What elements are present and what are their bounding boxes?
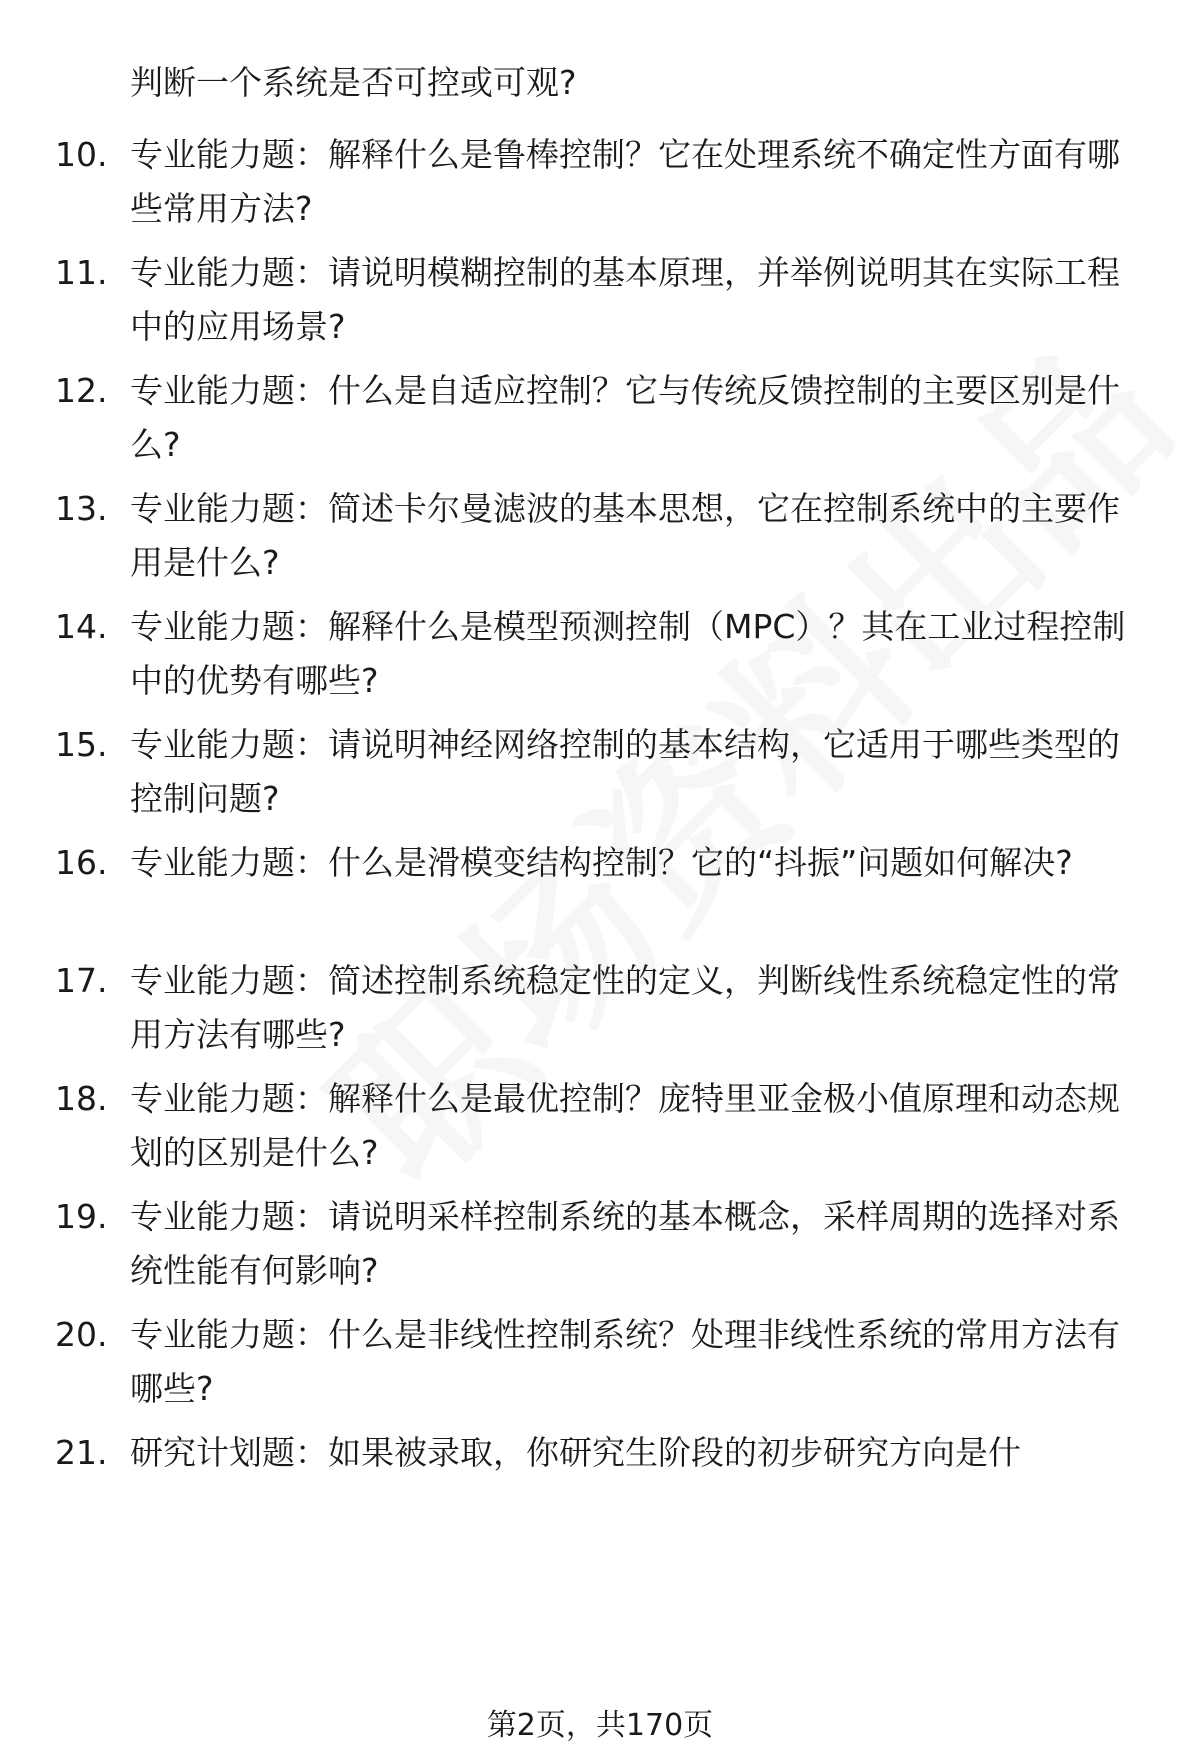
item-number: 12. bbox=[55, 371, 108, 410]
item-text: 研究计划题：如果被录取，你研究生阶段的初步研究方向是什 bbox=[130, 1433, 1021, 1472]
item-number: 13. bbox=[55, 489, 108, 528]
item-number: 21. bbox=[55, 1433, 108, 1472]
continuation-text: 判断一个系统是否可控或可观? bbox=[130, 63, 577, 102]
item-text: 专业能力题：解释什么是鲁棒控制？它在处理系统不确定性方面有哪些常用方法? bbox=[130, 135, 1120, 228]
item-text: 专业能力题：请说明模糊控制的基本原理，并举例说明其在实际工程中的应用场景? bbox=[130, 253, 1120, 346]
item-text: 专业能力题：简述控制系统稳定性的定义，判断线性系统稳定性的常用方法有哪些? bbox=[130, 961, 1120, 1054]
item-text: 专业能力题：解释什么是最优控制？庞特里亚金极小值原理和动态规划的区别是什么? bbox=[130, 1079, 1120, 1172]
item-number: 14. bbox=[55, 607, 108, 646]
item-text: 专业能力题：请说明采样控制系统的基本概念，采样周期的选择对系统性能有何影响? bbox=[130, 1197, 1120, 1290]
item-number: 19. bbox=[55, 1197, 108, 1236]
item-text: 专业能力题：什么是非线性控制系统？处理非线性系统的常用方法有哪些? bbox=[130, 1315, 1120, 1408]
item-text: 专业能力题：简述卡尔曼滤波的基本思想，它在控制系统中的主要作用是什么? bbox=[130, 489, 1120, 582]
item-text: 专业能力题：什么是滑模变结构控制？它的“抖振”问题如何解决? bbox=[130, 843, 1073, 882]
item-text: 专业能力题：解释什么是模型预测控制（MPC）？其在工业过程控制中的优势有哪些? bbox=[130, 607, 1126, 700]
item-number: 11. bbox=[55, 253, 108, 292]
item-number: 10. bbox=[55, 135, 108, 174]
item-number: 17. bbox=[55, 961, 108, 1000]
item-text: 专业能力题：请说明神经网络控制的基本结构，它适用于哪些类型的控制问题? bbox=[130, 725, 1120, 818]
item-text: 专业能力题：什么是自适应控制？它与传统反馈控制的主要区别是什么? bbox=[130, 371, 1120, 464]
item-number: 15. bbox=[55, 725, 108, 764]
item-number: 16. bbox=[55, 843, 108, 882]
item-number: 20. bbox=[55, 1315, 108, 1354]
item-number: 18. bbox=[55, 1079, 108, 1118]
page-number: 第2页，共170页 bbox=[486, 1708, 714, 1743]
